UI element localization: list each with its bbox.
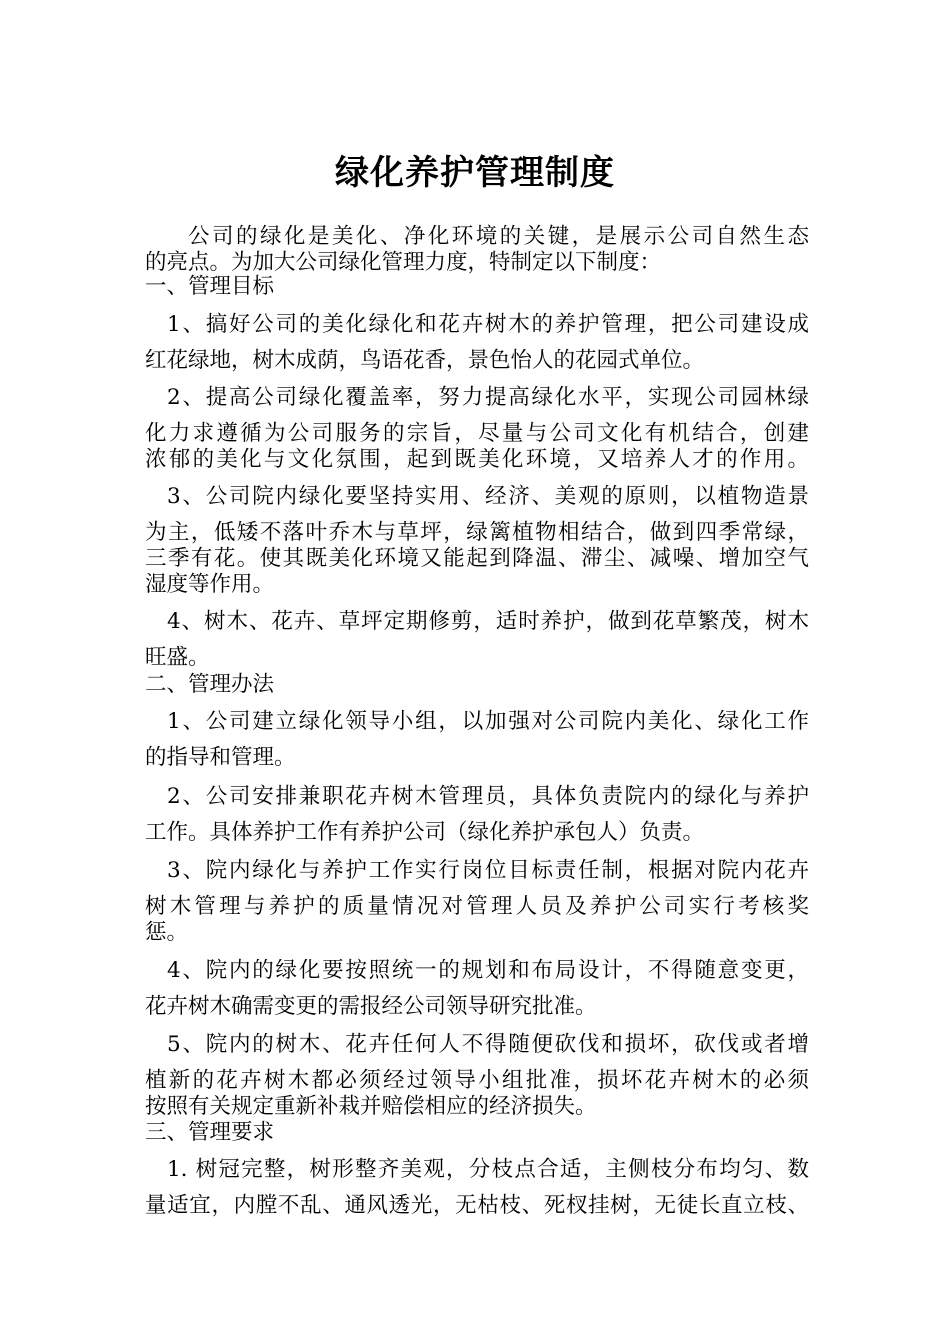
text-line: 1. 树冠完整，树形整齐美观，分枝点合适，主侧枝分布均匀、数 (167, 1157, 809, 1182)
text-line: 1、搞好公司的美化绿化和花卉树木的养护管理，把公司建设成 (167, 312, 809, 337)
text-line: 2、提高公司绿化覆盖率，努力提高绿化水平，实现公司园林绿 (167, 385, 809, 410)
section-heading-requirements: 三、管理要求 (145, 1120, 275, 1145)
list-item (145, 958, 809, 1020)
list-item (145, 312, 809, 374)
text-line: 旺盛。 (145, 645, 210, 670)
text-line: 化力求遵循为公司服务的宗旨，尽量与公司文化有机结合，创建 (145, 421, 809, 446)
text-line: 公司的绿化是美化、净化环境的关键，是展示公司自然生态 (188, 224, 809, 249)
text-line: 3、院内绿化与养护工作实行岗位目标责任制，根据对院内花卉 (167, 858, 809, 883)
text-line: 湿度等作用。 (145, 572, 275, 597)
text-line: 红花绿地，树木成荫，鸟语花香，景色怡人的花园式单位。 (145, 348, 705, 373)
list-item (145, 1157, 809, 1219)
list-item (145, 385, 809, 473)
list-item (145, 1032, 809, 1120)
text-line: 浓郁的美化与文化氛围，起到既美化环境，又培养人才的作用。 (145, 447, 809, 472)
text-line: 4、树木、花卉、草坪定期修剪，适时养护，做到花草繁茂，树木 (167, 609, 809, 634)
text-line: 的亮点。为加大公司绿化管理力度，特制定以下制度： (145, 250, 662, 275)
text-line: 4、院内的绿化要按照统一的规划和布局设计，不得随意变更， (167, 958, 809, 983)
section-heading-methods: 二、管理办法 (145, 672, 275, 697)
list-item (145, 784, 809, 846)
text-line: 工作。具体养护工作有养护公司（绿化养护承包人）负责。 (145, 820, 705, 845)
text-line: 树木管理与养护的质量情况对管理人员及养护公司实行考核奖 (145, 894, 809, 919)
list-item (145, 709, 809, 771)
text-line: 惩。 (145, 920, 189, 945)
text-line: 2、公司安排兼职花卉树木管理员，具体负责院内的绿化与养护 (167, 784, 809, 809)
text-line: 植新的花卉树木都必须经过领导小组批准，损坏花卉树木的必须 (145, 1068, 809, 1093)
document-title: 绿化养护管理制度 (335, 152, 615, 193)
text-line: 3、公司院内绿化要坚持实用、经济、美观的原则，以植物造景 (167, 484, 809, 509)
text-line: 三季有花。使其既美化环境又能起到降温、滞尘、减噪、增加空气 (145, 546, 809, 571)
section-heading-goals: 一、管理目标 (145, 274, 275, 299)
text-line: 1、公司建立绿化领导小组，以加强对公司院内美化、绿化工作 (167, 709, 809, 734)
list-item (145, 609, 809, 671)
intro-paragraph (145, 224, 809, 276)
text-line: 按照有关规定重新补栽并赔偿相应的经济损失。 (145, 1094, 597, 1119)
text-line: 为主，低矮不落叶乔木与草坪，绿篱植物相结合，做到四季常绿， (145, 520, 809, 545)
list-item (145, 484, 809, 598)
text-line: 花卉树木确需变更的需报经公司领导研究批准。 (145, 994, 597, 1019)
text-line: 的指导和管理。 (145, 745, 296, 770)
text-line: 5、院内的树木、花卉任何人不得随便砍伐和损坏，砍伐或者增 (167, 1032, 809, 1057)
text-line: 量适宜，内膛不乱、通风透光，无枯枝、死杈挂树，无徒长直立枝、 (145, 1193, 809, 1218)
list-item (145, 858, 809, 946)
